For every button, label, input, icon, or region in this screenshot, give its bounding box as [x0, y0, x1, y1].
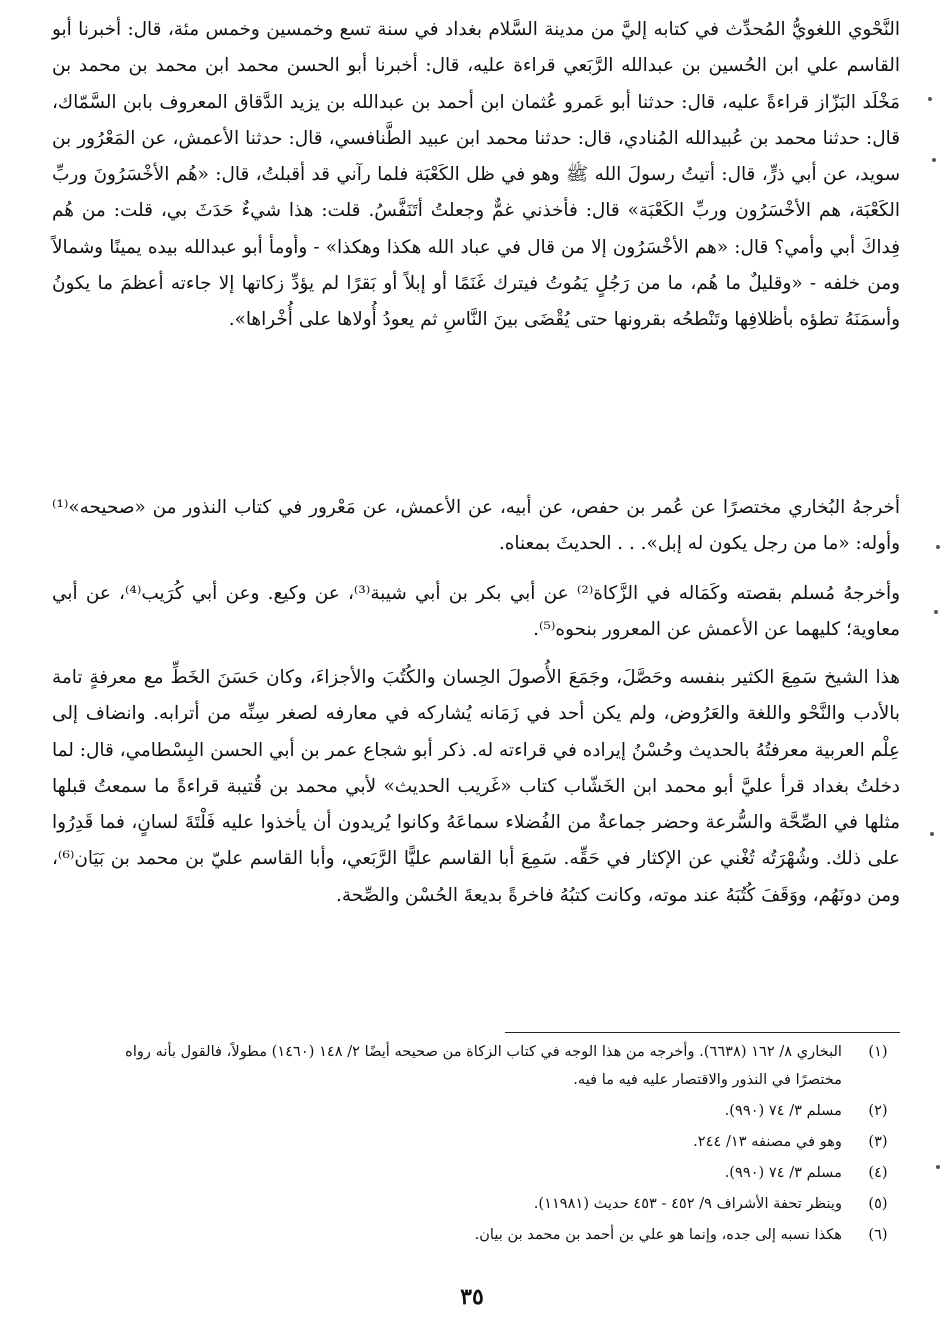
- page-number: ٣٥: [460, 1284, 484, 1310]
- footnote-separator: [505, 1032, 900, 1033]
- footnote-text: وينظر تحفة الأشراف ٩/ ٤٥٢ - ٤٥٣ حديث (١١٩٨١).: [533, 1195, 842, 1212]
- scan-speck: [936, 545, 940, 549]
- scan-speck: [936, 1165, 940, 1169]
- footnotes: [80, 1038, 900, 1249]
- scan-speck: [932, 158, 936, 162]
- footnote-3: [80, 1128, 900, 1156]
- scan-speck: [934, 610, 938, 614]
- paragraph-bukhari-takhrij: أخرجهُ البُخاري مختصرًا عن عُمر بن حفص، عن أبيه، عن الأعمش، عن مَعْرور في كتاب النذور من «صحيحه»⁽¹⁾ وأوله: «ما من رجل يكون له إبل». . . الحديثَ بمعناه.: [52, 497, 900, 555]
- scan-speck: [928, 97, 932, 101]
- paragraph-muslim-takhrij: وأخرجهُ مُسلم بقصته وكَمَاله في الزَّكاة⁽²⁾ عن أبي بكر بن أبي شيبة⁽³⁾، عن وكيع. وعن أبي كُرَيب⁽⁴⁾، عن أبي معاوية؛ كليهما عن الأعمش عن المعرور بنحوه⁽⁵⁾.: [52, 583, 900, 641]
- footnote-text: هكذا نسبه إلى جده، وإنما هو علي بن أحمد بن محمد بن بيان.: [474, 1226, 842, 1243]
- footnote-number: (١): [868, 1043, 888, 1060]
- footnote-text: وهو في مصنفه ١٣/ ٢٤٤.: [693, 1133, 842, 1150]
- footnote-text: البخاري ٨/ ١٦٢ (٦٦٣٨). وأخرجه من هذا الوجه في كتاب الزكاة من صحيحه أيضًا ٢/ ١٤٨ (١٤٦٠) مطولاً، فالقول بأنه رواه مختصرًا في النذور والاقتصار عليه فيه ما فيه.: [125, 1043, 842, 1088]
- footnote-number: (٢): [868, 1102, 888, 1119]
- footnote-1: [80, 1038, 900, 1094]
- footnote-4: [80, 1159, 900, 1187]
- footnote-2: [80, 1097, 900, 1125]
- footnote-number: (٥): [868, 1195, 888, 1212]
- footnote-5: [80, 1190, 900, 1218]
- footnote-number: (٤): [868, 1164, 888, 1181]
- main-text: [52, 12, 900, 1023]
- footnote-number: (٦): [868, 1226, 888, 1243]
- scan-speck: [930, 832, 934, 836]
- footnote-number: (٣): [868, 1133, 888, 1150]
- paragraph-hadith: النَّحْوي اللغويُّ المُحدِّث في كتابه إليَّ من مدينة السَّلام بغداد في سنة تسع وخمسين وخمس مئة، قال: أخبرنا أبو القاسم علي ابن الحُسين بن عبدالله الرَّبَعي قراءة عليه، قال: أخبرنا أبو الحسن محمد ابن محمد بن محمد بن مَخْلَد البَزّاز قراءةً عليه، قال: حدثنا أبو عَمرو عُثمان ابن أحمد بن عبدالله بن يزيد الدَّقاق المعروف بابن السَّمّاك، قال: حدثنا محمد بن عُبيدالله المُنادي، قال: حدثنا محمد ابن عبيد الطَّنافسي، قال: حدثنا الأعمش، عن المَعْرُور بن سويد، عن أبي ذرٍّ، قال: أتيتُ رسولَ الله ﷺ وهو في ظل الكَعْبَة فلما رآني قد أقبلتُ، قال: «هُم الأخْسَرُونَ وربِّ الكَعْبَة، هم الأخْسَرُون وربِّ الكَعْبَة» قال: فأخذني غمٌّ وجعلتُ أتَنَفَّسُ. قلت: هذا شيءٌ حَدَثَ بي، قلت: من هُم فِداكَ أبي وأمي؟ قال: «هم الأخْسَرُون إلا من قال في عباد الله هكذا وهكذا» - وأومأ أبو عبدالله بيده يمينًا وشمالاً ومن خلفه - «وقليلٌ ما هُم، ما من رَجُلٍ يَمُوتُ فيترك غَنَمًا أو إبلاً أو بَقرًا لم يؤدِّ زكاتها إلا جاءته أعظمَ ما يكونُ وأسمَنَهُ تطؤه بأظلافِها وتَنْطحُه بقرونها حتى يُقْضَى بينَ النَّاسِ ثم يعودُ أُولاها على أُخْراها».: [52, 19, 900, 331]
- footnote-text: مسلم ٣/ ٧٤ (٩٩٠).: [724, 1164, 842, 1181]
- footnote-6: [80, 1221, 900, 1249]
- footnote-text: مسلم ٣/ ٧٤ (٩٩٠).: [724, 1102, 842, 1119]
- paragraph-biography: هذا الشيخ سَمِعَ الكثير بنفسه وحَصَّلَ، وجَمَعَ الأُصولَ الحِسان والكُتُبَ والأجزاءَ، وكان حَسَنَ الخَطِّ مع معرفةٍ تامة بالأدب والنَّحْو واللغة والعَرُوض، ولم يكن أحد في زَمَانه يُشاركه في معارفه لصغر سِنِّه من أترابه. وانضاف إلى عِلْم العربية معرفتُهُ بالحديث وحُسْنُ إيراده في قراءته له. ذكر أبو شجاع عمر بن أبي الحسن البِسْطامي، قال: لما دخلتُ بغداد قرأ عليَّ أبو محمد ابن الخَشّاب كتاب «غَريب الحديث» لأبي محمد بن قُتيبة قراءةً ما سمعتُ قبلها مثلها في الصِّحَّة والسُّرعة وحضر جماعةٌ من الفُضلاء سماعَهُ وكانوا يُريدون أن يأخذوا عليه فَلْتَةَ لسانٍ، فما قَدِرُوا على ذلك. وشُهْرَتُه تُغْني عن الإكثار في حَقِّه. سَمِعَ أبا القاسم عليًّا الرَّبَعي، وأبا القاسم عليّ بن محمد بن بَيَان⁽⁶⁾، ومن دونَهُم، ووَقَفَ كُتُبَهُ عند موته، وكانت كتبُهُ فاخرةً بديعةَ الحُسْن والصِّحة.: [52, 667, 900, 906]
